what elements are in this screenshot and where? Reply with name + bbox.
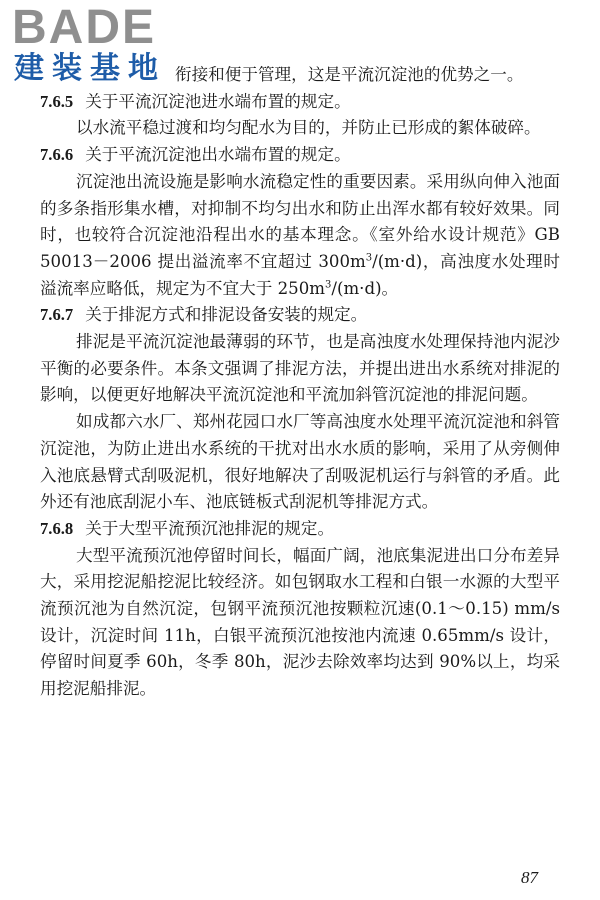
section-number: 7.6.6 <box>40 145 74 165</box>
section-title: 关于平流沉淀池出水端布置的规定。 <box>85 145 351 165</box>
section-heading-766 <box>40 142 560 169</box>
section-heading-768 <box>40 516 560 543</box>
superscript-3: 3 <box>325 279 332 291</box>
paragraph-767-1: 排泥是平流沉淀池最薄弱的环节，也是高浊度水处理保持池内泥沙平衡的必要条件。本条文强调了排泥方法，并提出进出水系统对排泥的影响，以便更好地解决平流沉淀池和平流加斜管沉淀池的排泥问题。 <box>40 332 560 405</box>
paragraph-765: 以水流平稳过渡和均匀配水为目的，并防止已形成的絮体破碎。 <box>76 118 541 138</box>
section-title: 关于大型平流预沉池排泥的规定。 <box>85 518 335 538</box>
paragraph-766 <box>40 169 560 303</box>
section-heading-767 <box>40 302 560 329</box>
section-number: 7.6.8 <box>40 518 74 538</box>
paragraph-768: 大型平流预沉池停留时间长，幅面广阔，池底集泥进出口分布差异大，采用挖泥船挖泥比较经济。如包钢取水工程和白银一水源的大型平流预沉池为自然沉淀，包钢平流预沉池按颗粒沉速(0.1～0.15) mm/s 设计，沉淀时间 11h，白银平流预沉池按池内流速 0.65mm/s 设计，停留时间夏季 60h，冬季 80h，泥沙去除效率均达到 90%以上，均采用挖泥船排泥。 <box>40 545 560 699</box>
logo-word: BADE <box>12 1 157 54</box>
page-body <box>40 62 560 703</box>
section-title: 关于排泥方式和排泥设备安装的规定。 <box>85 305 368 325</box>
paragraph-766-part-a: 沉淀池出流设施是影响水流稳定性的重要因素。采用纵向伸入池面的多条指形集水槽，对抑制不均匀出水和防止出浑水都有较好效果。同时，也较符合沉淀池沿程出水的基本理念。《室外给水设计规范》GB 50013－2006 提出溢流率不宜超过 300m <box>40 171 560 271</box>
superscript-3: 3 <box>365 252 373 264</box>
section-title: 关于平流沉淀池进水端布置的规定。 <box>85 91 351 111</box>
paragraph-766-part-b: /(m·d)，高浊度水处理时溢流率应略低，规定为不宜大于 250m <box>40 251 560 298</box>
page-number: 87 <box>521 868 538 887</box>
logo-chinese: 建装基地 <box>14 51 166 86</box>
section-number: 7.6.7 <box>40 305 74 325</box>
section-number: 7.6.5 <box>40 91 74 111</box>
paragraph-767-2: 如成都六水厂、郑州花园口水厂等高浊度水处理平流沉淀池和斜管沉淀池，为防止进出水系统的干扰对出水水质的影响，采用了从旁侧伸入池底悬臂式刮吸泥机，很好地解决了刮吸泥机运行与斜管的矛盾。此外还有池底刮泥小车、池底链板式刮泥机等排泥方式。 <box>40 412 560 512</box>
paragraph-766-part-c: /(m·d)。 <box>331 278 399 298</box>
section-heading-765 <box>40 89 560 116</box>
continued-line: 衔接和便于管理，这是平流沉淀池的优势之一。 <box>175 65 524 84</box>
